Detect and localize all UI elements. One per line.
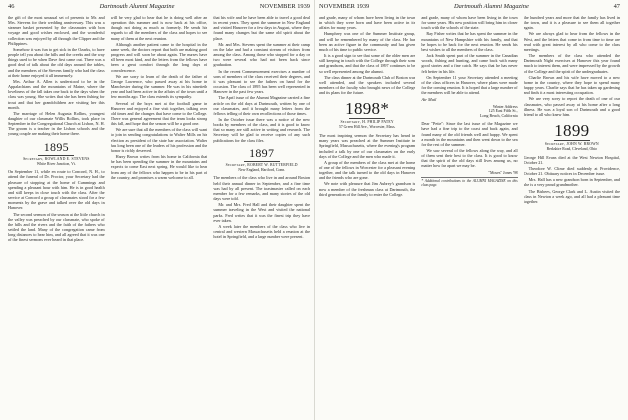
paragraph: The class dinner at the Dartmouth Club of Boston was well attended, and the speakers included several members of the faculty who brought news of the College and its plans for the future.: [319, 74, 416, 96]
paragraph: Mr. and Mrs. Fred Hall and their daughter spent the summer traveling in the West and visited the national parks. Fred writes that it was the finest trip they have ever taken.: [213, 202, 311, 223]
paragraph: Ray Fisher writes that he has spent the summer in the mountains of New Hampshire with his family, and that he hopes to be back for the next reunion. He sends his best wishes to all the members of the class.: [421, 31, 518, 52]
paragraph: Harry Brown writes from his home in California that he has been spending the summer in the mountains and expects to come East next spring. He would like to hear from any of the fellows who happen to be in his part of the country, and promises a warm welcome to all.: [110, 154, 208, 180]
right-columns: [319, 15, 620, 415]
air-mail-address: [421, 105, 517, 120]
air-mail-heading: Air Mail: [421, 97, 437, 103]
paragraph: It is a good sign to see that some of the older men are still keeping in touch with the College through their sons and grandsons, and that the class of 1897 continues to be so well represented among the alumni.: [319, 53, 416, 74]
paragraph: Humphrey was one of the Summer Institute group, and will be remembered by many of the class. He has been an active figure in the community and has given much of his time to public service.: [319, 31, 416, 52]
paragraph: In the October issue there was a notice of the new books by members of the class, and it is good to know that so many are still active in writing and research. The Secretary will be glad to receive copies of any such publications for the class files.: [213, 116, 311, 143]
paragraph: A week later the members of the class who live in central and western Massachusetts held a reunion at the hotel in Springfield, and a large number were present.: [213, 223, 311, 240]
paragraph: George Hill Evans died at the West Newton Hospital, October 21.: [523, 154, 620, 165]
paragraph: The Bisbees, George Clark and L. Austin visited the class in Newton a week ago, and all had a pleasant time together.: [523, 188, 620, 204]
column-5: [421, 15, 517, 415]
paragraph: On September 11, while en route to Concord, N. H., to attend the funeral of Dr. Proctor, your Secretary had the pleasure of stopping at the home of Cummings and spending a pleasant hour with him. He is in good health and still keeps in close touch with the class. After the service at Concord a group of classmates stood for a few moments by the grave and talked over the old days in Hanover.: [8, 169, 105, 211]
page-number: 47: [613, 3, 620, 10]
paragraph: Dear "Petie": Since the last issue of the Magazine we have had a fine trip to the coast and back again, and found many of the old friends well and happy. We spent a month in the mountains and then went down to the sea for the rest of the summer.: [421, 121, 518, 147]
paragraph: In the recent Commencement exercises a number of sons of members of the class received their degrees, and it was pleasant to see the fathers on hand for the occasion. The class of 1895 has been well represented in Hanover in the past few years.: [213, 68, 311, 95]
secretary-address: Berkshire Road, Cleveland, Ohio: [546, 147, 598, 152]
column-1: [8, 15, 105, 415]
paragraph: We note with pleasure that Jim Aubrey's grandson is now a member of the freshman class at Dartmouth, the third generation of the family to enter the College.: [319, 181, 416, 197]
address-line: Winter Address: [492, 103, 518, 109]
class-secretary: Secretary, JOHN W. BROWN: [544, 141, 599, 146]
running-head-left: [8, 3, 310, 11]
paragraph: Theodore W. Clime died suddenly at Providence, October 21. Obituary notices in December issue.: [523, 165, 620, 177]
paragraph: will be very glad to hear that he is doing well after an operation this summer and is now back at his office, though not doing as much as formerly. He sends his regards to all the members of the class and hopes to see many of them at the next reunion.: [110, 15, 208, 41]
paragraph: Mrs. Arthur A. Allen is understood to be in the Appalachians and the mountains of Maine, where the loveliness of the fall takes one back to the days when the class was young. She writes that she has been fishing for trout and that her grandchildren are visiting her this month.: [8, 78, 105, 110]
address-line: Long Beach, California: [480, 113, 518, 119]
page-number: 46: [8, 3, 15, 10]
paragraph: The April issue of the Alumni Magazine carried a fine article on the old days at Dartmouth, written by one of our classmates, and it brought many letters from the fellows telling of their own recollections of those times.: [213, 95, 311, 116]
paragraph: Somehow it was fun to get sick in the Ozarks, to have people tell you about the hills and the creeks and the way things used to be when Dave first came out. There was a good deal of talk about the old days around the tables, and the members of the Stevens family who had the class at their home enjoyed it all immensely.: [8, 46, 105, 78]
column-6: [524, 15, 620, 415]
left-columns: [8, 15, 310, 415]
paragraph: that his wife and he have been able to travel a good deal in recent years. They spent the summer in New England and visited Hanover for a few days in August, where they found many changes but the same old spirit about the place.: [213, 15, 311, 41]
paragraph: and grade, many of whom have been living in the town in which they were born and have been active in its affairs for many years.: [319, 15, 416, 31]
class-year-heading: 1895: [43, 139, 69, 154]
paragraph: Mrs. Hall has a new grandson born in September, and she is a very proud grandmother.: [523, 177, 620, 188]
divider: [554, 140, 590, 141]
class-secretary: Secretary, ROWLAND E. STEVENS: [23, 156, 90, 161]
class-year-heading: 1897: [249, 145, 275, 160]
paragraph: We are always glad to hear from the fellows in the West, and the letters that come in from time to time are read with great interest by all who come to the class meetings.: [523, 31, 620, 52]
column-4: [319, 15, 415, 415]
paragraph: We saw several of the fellows along the way, and all of them sent their best to the class. It is good to know that the spirit of the old days still lives among us, no matter how far apart we may be.: [421, 148, 518, 169]
class-year-heading: 1898*: [345, 99, 390, 119]
paragraph: The members of the class who live in and around Boston held their annual dinner in September, and a fine time was had by all present. The toastmaster called on each member for a few remarks, and many stories of the old days were told.: [213, 175, 311, 202]
paragraph: and grade, many of whom have been living in the town for some years. His new position will bring him in closer touch with the schools of the state.: [421, 15, 518, 31]
secretary-address: White River Junction, Vt.: [36, 161, 76, 166]
secretary-address: 57 Green Hill Ave., Worcester, Mass.: [338, 125, 396, 130]
paragraph: Charlie Brown and his wife have moved to a new home in the country, where they hope to spend many happy years. Charlie says that he has taken up gardening and finds it a most interesting occupation.: [523, 74, 620, 96]
divider: [38, 155, 74, 156]
paragraph: The most inspiring sermon the Secretary has heard in many years was preached at the Summer Institute in Springfield, Massachusetts, where the evening's program included a talk by one of our classmates on the early days of the College and the men who made it.: [319, 133, 416, 159]
paragraph: Several of the boys met at the football game in Hanover and enjoyed a fine visit together, talking over old times and the changes that have come to the College. There was general agreement that the team looks strong this fall, and hope that the season will be a good one.: [110, 100, 208, 127]
issue-date: NOVEMBER 1939: [319, 3, 370, 10]
paragraph: A group of the members of the class met at the home of one of the fellows in Worcester for a pleasant evening together, and the talk turned to the old days in Hanover and the friends who are gone.: [319, 159, 416, 181]
paragraph: The members of the class who attended the Dartmouth Night exercises at Hanover this year found much to interest them, and were impressed by the growth of the College and the spirit of the undergraduates.: [523, 53, 620, 74]
address-line: 125 East Fifth St.,: [488, 108, 518, 114]
paragraph: The marriage of Helen Augusta Rollins, youngest daughter of our classmate Willis Rollins, took place in September in the Congregational Church at Lisbon, N. H. The groom is a teacher in the Lisbon schools and the young couple are making their home there.: [8, 110, 105, 137]
class-secretary: Secretary, H. PHILIP PATEY: [340, 120, 394, 125]
right-page: [314, 0, 628, 420]
running-title: Dartmouth Alumni Magazine: [99, 3, 175, 10]
issue-date: NOVEMBER 1939: [259, 3, 310, 10]
letter-signature: "Moses" Jones '98: [488, 169, 518, 175]
running-title: Dartmouth Alumni Magazine: [454, 3, 529, 10]
paragraph: We are sorry to learn of the death of the father of George Lawrence, who passed away at his home in Manchester during the summer. He was in his ninetieth year and had been active in the affairs of the town until a few months ago. The class extends its sympathy.: [110, 73, 208, 100]
running-head-right: [319, 3, 620, 11]
paragraph: We are very sorry to report the death of one of our classmates, who passed away at his home after a long illness. He was a loyal son of Dartmouth and a good friend to all who knew him.: [523, 96, 620, 117]
class-year-heading: 1899: [554, 120, 590, 140]
paragraph: Although another patient came to the hospital in the same week, the doctors report that both are making good progress and will soon be about again. The nurses have all been most kind, and the letters from the fellows have been a great comfort through the long days of convalescence.: [110, 41, 208, 73]
column-2: [111, 15, 208, 415]
paragraph: The second sermon of the season at the little church in the valley was preached by our classmate, who spoke of the hills and the rivers and the faith of the fathers who settled the land. Many of the congregation came from long distances to hear him, and all agreed that it was one of the finest sermons ever heard in that place.: [8, 211, 105, 243]
paragraph: We are sure that all the members of the class will want to join in sending congratulations to Walter Mills on his election as president of the state bar association. Walter has long been one of the leaders of his profession and the honor is richly deserved.: [110, 127, 208, 153]
column-3: [213, 15, 310, 415]
paragraph: Mr. and Mrs. Stevens spent the summer at their camp on the lake and had a constant stream of visitors from among the class. Among those who stopped for a day or two were several who had not been back since graduation.: [213, 41, 311, 68]
divider: [349, 118, 385, 119]
secretary-address: New England, Hartford, Conn.: [238, 167, 286, 172]
class-secretary: Secretary, ROBERT W. BUTTERFIELD: [225, 162, 298, 167]
paragraph: the hundred years and more that the family has lived in the town, and it is a pleasure to see them all together again.: [523, 15, 620, 31]
paragraph: Jack Smith spent part of the summer in the Canadian woods, fishing and hunting, and came back with many good stories and a fine catch. He says that he has never felt better in his life.: [421, 53, 518, 74]
paragraph: On September 11 your Secretary attended a meeting of the class officers in Hanover, where plans were made for the coming reunion. It is hoped that a large number of the members will be able to attend.: [421, 74, 518, 96]
paragraph: the gift of the most unusual set of presents to Mr. and Mrs. Stevens for their wedding anniversary. This was a steamer basket presented by the classmates with bon voyage and good wishes enclosed, and the wonderful collection was enjoyed by all through the Clipper and the Philippines.: [8, 15, 105, 46]
divider: [244, 161, 280, 162]
footnote: * Additional contributions to the ALUMNI MAGAZINE on this class page.: [421, 178, 518, 188]
